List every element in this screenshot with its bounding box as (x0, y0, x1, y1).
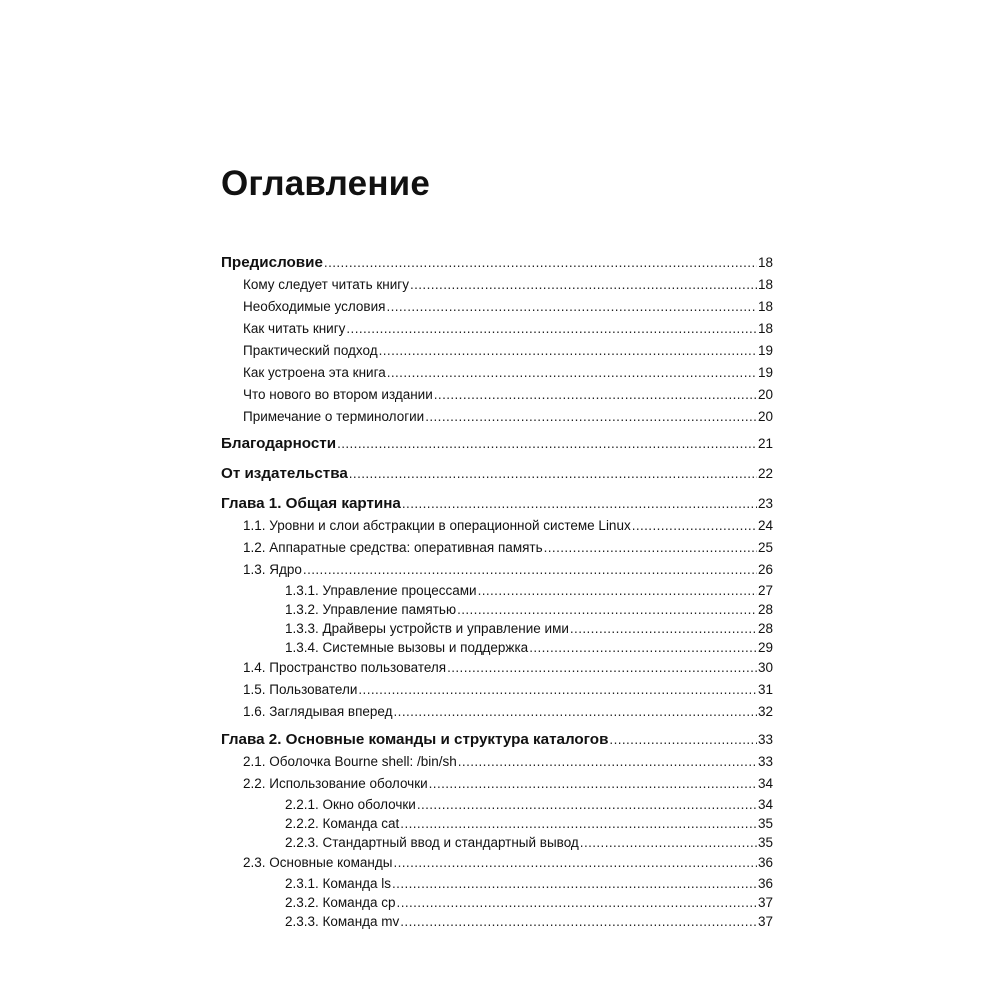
toc-entry[interactable] (221, 701, 773, 723)
toc-entry-label: 1.3.2. Управление памятью (285, 602, 457, 617)
dot-leader (410, 274, 757, 296)
toc-entry[interactable] (221, 638, 773, 657)
toc-entry-page: 22 (757, 466, 773, 481)
toc-entry[interactable] (221, 679, 773, 701)
toc-entry-label: 2.2.3. Стандартный ввод и стандартный вывод (285, 835, 579, 850)
toc-entry[interactable] (221, 600, 773, 619)
toc-entry-page: 21 (757, 436, 773, 451)
toc-entry-page: 29 (757, 640, 773, 655)
dot-leader (358, 679, 757, 701)
dot-leader (447, 657, 757, 679)
toc-entry-page: 27 (757, 583, 773, 598)
toc-entry-page: 32 (757, 704, 773, 719)
table-of-contents (221, 252, 773, 931)
toc-entry-page: 18 (757, 321, 773, 336)
toc-entry[interactable] (221, 537, 773, 559)
toc-entry[interactable] (221, 874, 773, 893)
toc-entry-page: 35 (757, 835, 773, 850)
toc-entry-page: 34 (757, 776, 773, 791)
toc-entry-page: 24 (757, 518, 773, 533)
toc-entry-page: 33 (757, 754, 773, 769)
toc-entry-label: Необходимые условия (243, 299, 386, 314)
toc-entry-page: 26 (757, 562, 773, 577)
toc-entry-page: 34 (757, 797, 773, 812)
dot-leader (425, 406, 757, 428)
dot-leader (324, 252, 757, 274)
toc-entry-label: Глава 2. Основные команды и структура каталогов (221, 731, 609, 748)
toc-entry-label: Предисловие (221, 254, 323, 271)
toc-entry-page: 35 (757, 816, 773, 831)
toc-entry-page: 30 (757, 660, 773, 675)
dot-leader (349, 463, 757, 485)
dot-leader (303, 559, 757, 581)
dot-leader (544, 537, 757, 559)
toc-entry[interactable] (221, 406, 773, 428)
toc-entry-page: 20 (757, 387, 773, 402)
toc-entry[interactable] (221, 619, 773, 638)
toc-entry-page: 28 (757, 621, 773, 636)
toc-entry[interactable] (221, 833, 773, 852)
toc-entry-acknowledgements[interactable] (221, 433, 773, 455)
toc-entry-label: Как устроена эта книга (243, 365, 386, 380)
toc-entry-page: 28 (757, 602, 773, 617)
toc-entry[interactable] (221, 814, 773, 833)
dot-leader (609, 729, 757, 751)
toc-entry[interactable] (221, 296, 773, 318)
toc-entry[interactable] (221, 559, 773, 581)
dot-leader (393, 852, 757, 874)
toc-entry-label: 1.1. Уровни и слои абстракции в операционной системе Linux (243, 518, 631, 533)
dot-leader (387, 362, 757, 384)
toc-entry-page: 19 (757, 343, 773, 358)
dot-leader (434, 384, 757, 406)
dot-leader (478, 581, 757, 600)
dot-leader (397, 893, 757, 912)
toc-entry-from-publisher[interactable] (221, 463, 773, 485)
toc-entry-preface[interactable] (221, 252, 773, 274)
toc-entry-label: 2.3.3. Команда mv (285, 914, 400, 929)
toc-entry-page: 31 (757, 682, 773, 697)
toc-entry-chapter-1[interactable] (221, 493, 773, 515)
toc-entry[interactable] (221, 773, 773, 795)
dot-leader (632, 515, 757, 537)
toc-entry-label: 1.3.1. Управление процессами (285, 583, 477, 598)
toc-entry-label: 1.4. Пространство пользователя (243, 660, 447, 675)
toc-entry[interactable] (221, 515, 773, 537)
toc-entry-label: Глава 1. Общая картина (221, 495, 401, 512)
dot-leader (402, 493, 757, 515)
toc-entry-label: 2.2. Использование оболочки (243, 776, 428, 791)
toc-entry-page: 18 (757, 299, 773, 314)
toc-entry-label: 2.2.2. Команда cat (285, 816, 400, 831)
toc-entry-page: 37 (757, 895, 773, 910)
toc-entry-label: Благодарности (221, 435, 337, 452)
dot-leader (386, 296, 757, 318)
toc-entry-label: 2.2.1. Окно оболочки (285, 797, 416, 812)
toc-entry-page: 18 (757, 277, 773, 292)
toc-entry-label: Практический подход (243, 343, 378, 358)
toc-entry[interactable] (221, 384, 773, 406)
dot-leader (337, 433, 757, 455)
toc-entry[interactable] (221, 852, 773, 874)
toc-entry-label: Как читать книгу (243, 321, 346, 336)
dot-leader (458, 751, 757, 773)
toc-entry-label: 2.3. Основные команды (243, 855, 393, 870)
dot-leader (400, 814, 757, 833)
dot-leader (529, 638, 757, 657)
toc-entry-page: 37 (757, 914, 773, 929)
toc-entry[interactable] (221, 274, 773, 296)
toc-entry-page: 36 (757, 876, 773, 891)
toc-entry[interactable] (221, 657, 773, 679)
toc-entry-label: От издательства (221, 465, 348, 482)
toc-entry-label: 2.3.2. Команда cp (285, 895, 396, 910)
toc-entry-label: 2.3.1. Команда ls (285, 876, 392, 891)
toc-entry[interactable] (221, 581, 773, 600)
toc-entry-label: 1.2. Аппаратные средства: оперативная память (243, 540, 543, 555)
toc-entry-label: 1.5. Пользователи (243, 682, 358, 697)
toc-entry[interactable] (221, 893, 773, 912)
dot-leader (580, 833, 757, 852)
toc-entry[interactable] (221, 912, 773, 931)
dot-leader (379, 340, 757, 362)
toc-entry-label: 1.3.4. Системные вызовы и поддержка (285, 640, 529, 655)
dot-leader (346, 318, 757, 340)
dot-leader (394, 701, 757, 723)
toc-entry[interactable] (221, 340, 773, 362)
toc-entry[interactable] (221, 795, 773, 814)
toc-entry-page: 23 (757, 496, 773, 511)
dot-leader (457, 600, 757, 619)
dot-leader (570, 619, 757, 638)
toc-entry-label: 1.3. Ядро (243, 562, 302, 577)
toc-entry-label: Кому следует читать книгу (243, 277, 409, 292)
toc-entry-label: Что нового во втором издании (243, 387, 433, 402)
toc-entry-chapter-2[interactable] (221, 729, 773, 751)
toc-entry-page: 25 (757, 540, 773, 555)
toc-entry-page: 36 (757, 855, 773, 870)
dot-leader (400, 912, 757, 931)
dot-leader (392, 874, 757, 893)
toc-entry-page: 20 (757, 409, 773, 424)
toc-entry-label: 1.6. Заглядывая вперед (243, 704, 393, 719)
toc-entry-page: 33 (757, 732, 773, 747)
dot-leader (429, 773, 757, 795)
toc-entry-page: 19 (757, 365, 773, 380)
dot-leader (417, 795, 757, 814)
toc-entry[interactable] (221, 318, 773, 340)
toc-entry[interactable] (221, 751, 773, 773)
toc-entry-label: 2.1. Оболочка Bourne shell: /bin/sh (243, 754, 457, 769)
toc-entry-label: Примечание о терминологии (243, 409, 425, 424)
toc-entry-page: 18 (757, 255, 773, 270)
toc-entry-label: 1.3.3. Драйверы устройств и управление ими (285, 621, 569, 636)
page-title: Оглавление (221, 164, 431, 203)
toc-entry[interactable] (221, 362, 773, 384)
